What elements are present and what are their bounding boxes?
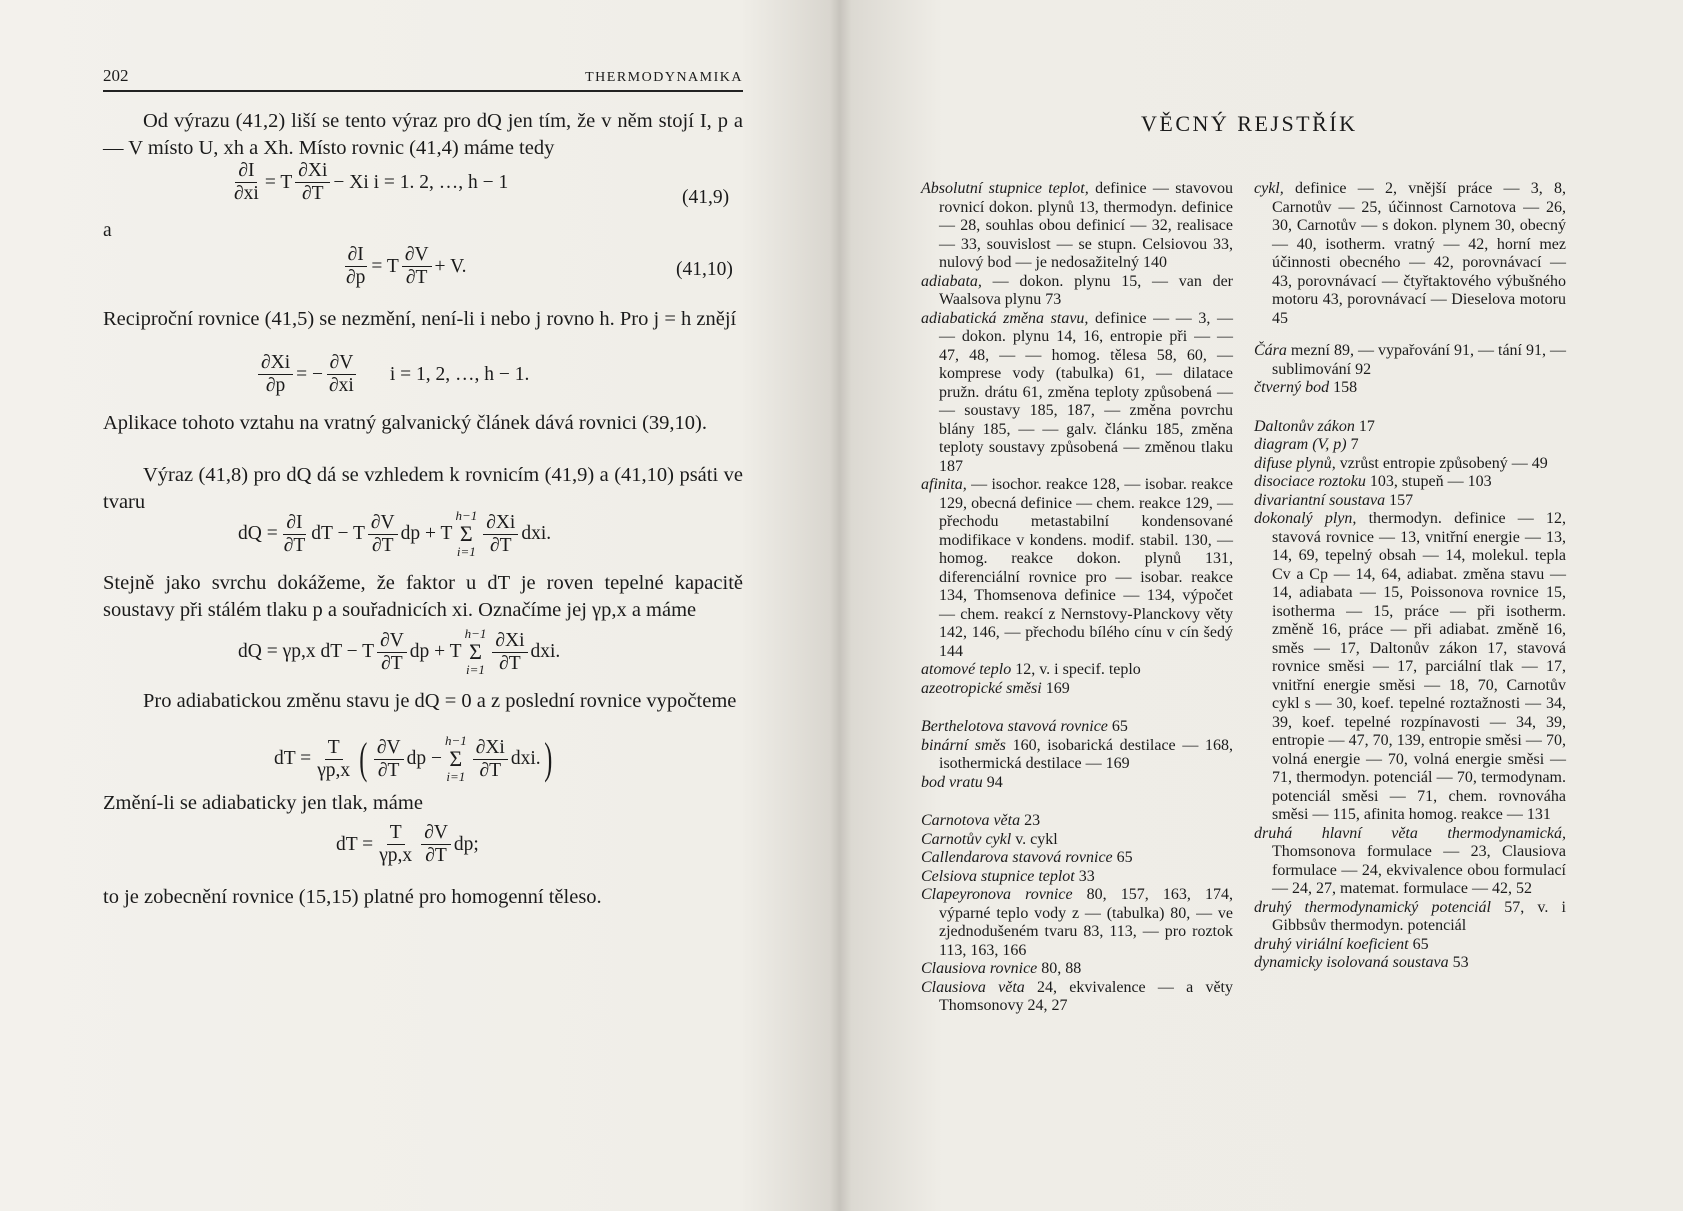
index-entry bbox=[921, 680, 1233, 699]
index-column-2 bbox=[1254, 180, 1566, 973]
index-entry-references: Thomsonova formulace — 23, Clausiova formulace — 24, ekvivalence obou formulací — 24, 27, matemat. formulace — 42, 52 bbox=[1272, 843, 1566, 897]
index-entry-term: cykl, bbox=[1254, 180, 1284, 197]
index-entry bbox=[1254, 936, 1566, 955]
index-entry bbox=[921, 960, 1233, 979]
index-entry-references: 33 bbox=[1074, 867, 1095, 885]
index-entry-references: v. cykl bbox=[1011, 830, 1058, 848]
index-entry bbox=[921, 868, 1233, 887]
left-page bbox=[0, 0, 830, 1211]
index-entry-term: dokonalý plyn, bbox=[1254, 510, 1357, 527]
index-entry bbox=[921, 310, 1233, 477]
index-entry-term: disociace roztoku bbox=[1254, 473, 1366, 490]
paragraph-5: Stejně jako svrchu dokážeme, že faktor u dT je roven tepelné kapacitě soustavy při stálém tlaku p a souřadnicích xi. Označíme jej γp,x a máme bbox=[103, 572, 743, 621]
index-entry-term: Celsiova stupnice teplot bbox=[921, 867, 1075, 885]
paragraph-8: to je zobecnění rovnice (15,15) platné pro homogenní těleso. bbox=[103, 886, 602, 908]
index-entry-term: Čára bbox=[1254, 342, 1287, 359]
index-entry bbox=[1254, 954, 1566, 973]
index-entry bbox=[1254, 510, 1566, 825]
index-entry-references: 169 bbox=[1041, 679, 1070, 697]
index-entry-term: Callendarova stavová rovnice bbox=[921, 849, 1113, 866]
running-title: THERMODYNAMIKA bbox=[585, 70, 743, 85]
index-entry bbox=[1254, 418, 1566, 437]
index-entry bbox=[921, 886, 1233, 960]
index-entry-references: 65 bbox=[1107, 718, 1128, 735]
equation-dt-1: dT = $\frac{T}{\gamma p,x}$ ( $\frac{\partial V}{\partial T}$ dp − h−1 Σ i=1 $\frac{\partial Xi}{\partial T}$ dxi. ) bbox=[274, 733, 553, 784]
index-entry-term: Clausiova rovnice bbox=[921, 960, 1038, 977]
index-entry-term: Clapeyronova rovnice bbox=[921, 886, 1073, 903]
conjunction-a: a bbox=[103, 220, 112, 241]
index-entry-term: Carnotova věta bbox=[921, 812, 1021, 829]
index-entry-term: Berthelotova stavová rovnice bbox=[921, 718, 1108, 735]
equation-dq-2: dQ = γp,x dT − T $\frac{\partial V}{\partial T}$ dp + T h−1 Σ i=1 $\frac{\partial Xi}{\partial T}$ dxi. bbox=[238, 626, 561, 677]
index-entry-references: 160, isobarická destilace — 168, isothermická destilace — 169 bbox=[939, 736, 1233, 772]
equation-reciprocal: $\frac{\partial Xi}{\partial p}$ = − $\frac{\partial V}{\partial xi}$ i = 1, 2, …, h − 1. bbox=[255, 352, 529, 397]
index-entry-references: 103, stupeň — 103 bbox=[1365, 473, 1492, 490]
index-entry-references: — dokon. plynu 15, — van der Waalsova plynu 73 bbox=[939, 272, 1233, 308]
equation-41-9: $\frac{\partial I}{\partial xi}$ = T $\frac{\partial Xi}{\partial T}$ − Xi i = 1. 2, …, h − 1 bbox=[234, 160, 509, 204]
paragraph-3: Aplikace tohoto vztahu na vratný galvanický článek dává rovnici (39,10). bbox=[103, 412, 707, 434]
index-entry bbox=[921, 737, 1233, 774]
index-entry-term: difuse plynů, bbox=[1254, 454, 1336, 472]
index-entry-term: dynamicky isolovaná soustava bbox=[1254, 954, 1449, 971]
index-entry-references: 53 bbox=[1448, 954, 1469, 971]
equation-41-10: $\frac{\partial I}{\partial p}$ = T $\frac{\partial V}{\partial T}$ + V. bbox=[346, 244, 467, 288]
index-entry bbox=[1254, 825, 1566, 899]
index-entry-references: definice — — 3, — — dokon. plynu 14, 16, entropie při — — 47, 48, — — homog. tělesa 58, 60, — komprese vody (tabulka) 61, — dilatace pružn. drátu 61, změna teploty způsobená — — soustavy 185, 187, — změna povrchu blány 185, — — galv. článku 185, změna teploty soustavy způsobená — změnou tlaku 187 bbox=[939, 309, 1233, 475]
index-entry-references: mezní 89, — vypařování 91, — tání 91, — sublimování 92 bbox=[1272, 342, 1566, 378]
index-entry bbox=[1254, 342, 1566, 379]
index-spacer bbox=[1254, 328, 1566, 342]
index-entry-term: divariantní soustava bbox=[1254, 491, 1386, 509]
index-entry bbox=[1254, 180, 1566, 328]
index-entry-references: 157 bbox=[1385, 491, 1414, 509]
index-entry-references: 65 bbox=[1408, 935, 1429, 953]
index-entry-term: afinita, bbox=[921, 476, 967, 493]
index-entry-term: azeotropické směsi bbox=[921, 679, 1042, 697]
head-rule bbox=[103, 90, 743, 92]
index-entry-term: čtverný bod bbox=[1254, 379, 1330, 396]
index-title: VĚCNÝ REJSTŘÍK bbox=[1141, 111, 1358, 136]
index-entry bbox=[921, 661, 1233, 680]
index-entry-term: druhý viriální koeficient bbox=[1254, 935, 1409, 953]
index-entry-references: 24, ekvivalence — a věty Thomsonovy 24, 27 bbox=[939, 978, 1233, 1014]
paragraph-2: Reciproční rovnice (41,5) se nezmění, není-li i nebo j rovno h. Pro j = h znějí bbox=[103, 308, 737, 330]
index-entry-references: definice — 2, vnější práce — 3, 8, Carnotův — 25, účinnost Carnotova — 26, 30, Carnotův — s dokon. plynem 30, obecný — 40, isotherm. vratný — 42, horní mez účinnosti obecného — 42, porovnávací — 43, porovnávací — čtyřtaktového výbušného motoru 43, porovnávací — Dieselova motoru 45 bbox=[1272, 180, 1566, 327]
index-entry bbox=[921, 979, 1233, 1016]
index-entry bbox=[921, 273, 1233, 310]
index-entry-references: definice — stavovou rovnicí dokon. plynů 13, thermodyn. definice — 28, souhlas obou definicí — 32, realisace — 33, souvislost — se stupn. Celsiovou 33, nulový bod — je nedosažitelný 140 bbox=[939, 180, 1234, 271]
equation-dt-2: dT = $\frac{T}{\gamma p,x}$ $\frac{\partial V}{\partial T}$ dp; bbox=[336, 822, 479, 866]
index-entry bbox=[921, 774, 1233, 793]
index-entry-references: 7 bbox=[1346, 436, 1359, 453]
index-entry bbox=[1254, 492, 1566, 511]
index-entry bbox=[1254, 473, 1566, 492]
page-number: 202 bbox=[103, 66, 129, 85]
index-entry bbox=[1254, 455, 1566, 474]
index-entry-term: Carnotův cykl bbox=[921, 830, 1012, 848]
paragraph-4: Výraz (41,8) pro dQ dá se vzhledem k rovnicím (41,9) a (41,10) psáti ve tvaru bbox=[103, 464, 743, 513]
equation-dq-1: dQ = $\frac{\partial I}{\partial T}$ dT − T $\frac{\partial V}{\partial T}$ dp + T h−1 Σ i=1 $\frac{\partial Xi}{\partial T}$ dxi. bbox=[238, 508, 552, 559]
index-entry-references: 80, 88 bbox=[1037, 960, 1082, 977]
index-entry bbox=[921, 180, 1233, 273]
index-entry bbox=[921, 849, 1233, 868]
running-head bbox=[103, 66, 743, 86]
index-spacer bbox=[921, 792, 1233, 812]
index-entry-term: Absolutní stupnice teplot, bbox=[921, 180, 1089, 197]
index-column-1 bbox=[921, 180, 1233, 1016]
index-entry-references: — isochor. reakce 128, — isobar. reakce 129, obecná definice — chem. reakce 129, — přechodu metastabilní kondensované modifikace v kondens. modif. stabil. 130, — homog. reakce dokon. plynů 131, diferenciální rovnice pro — isobar. reakce 134, Thomsenova definice — 134, výpočet — chem. reakcí z Nernstovy-Planckovy věty 142, 146, — přechodu bílého cínu v cín šedý 144 bbox=[939, 476, 1233, 660]
index-entry bbox=[1254, 899, 1566, 936]
index-entry-references: vzrůst entropie způsobený — 49 bbox=[1335, 454, 1548, 472]
index-entry-term: druhá hlavní věta thermodynamická, bbox=[1254, 824, 1566, 842]
index-entry-references: 12, v. i specif. teplo bbox=[1011, 661, 1141, 678]
index-entry-term: Clausiova věta bbox=[921, 978, 1025, 996]
paragraph-6: Pro adiabatickou změnu stavu je dQ = 0 a z poslední rovnice vypočteme bbox=[143, 690, 737, 712]
index-entry-references: 158 bbox=[1329, 379, 1358, 396]
index-entry-term: adiabata, bbox=[921, 272, 982, 290]
index-entry-references: 57, v. i Gibbsův thermodyn. potenciál bbox=[1272, 898, 1566, 934]
index-entry bbox=[921, 476, 1233, 661]
index-entry bbox=[921, 812, 1233, 831]
index-spacer bbox=[1254, 398, 1566, 418]
index-entry-references: thermodyn. definice — 12, stavová rovnice — 13, vnitřní energie — 13, 14, 69, tepelný obsah — 14, molekul. tepla Cv a Cp — 14, 64, adiabat. změna stavu — 14, adiabata — 15, Poissonova rovnice 15, isotherma — 15, práce — při isotherm. změně 16, práce — při adiabat. změně 16, směs — 17, Daltonův zákon 17, stavová rovnice směsi — 17, parciální tlak — 17, vnitřní energie směsi — 18, 70, Carnotův cykl s — 30, koef. tepelné roztažnosti — 34, 39, koef. tepelné rozpínavosti — 34, 39, entropie — 47, 70, 139, entropie směsi — 70, volná energie — 70, volná energie směsi — 71, thermodyn. potenciál — 70, termodynam. potenciál směsi — 71, chem. rovnováha směsi — 115, afinita homog. reakce — 131 bbox=[1272, 510, 1566, 823]
index-entry-references: 65 bbox=[1112, 849, 1133, 866]
index-entry bbox=[1254, 436, 1566, 455]
index-entry-term: binární směs bbox=[921, 736, 1006, 754]
paragraph-1: Od výrazu (41,2) liší se tento výraz pro dQ jen tím, že v něm stojí I, p a — V místo U, xh a Xh. Místo rovnic (41,4) máme tedy bbox=[103, 110, 743, 159]
index-entry-term: druhý thermodynamický potenciál bbox=[1254, 898, 1491, 916]
index-entry-references: 94 bbox=[982, 773, 1003, 791]
index-entry-references: 80, 157, 163, 174, výparné teplo vody z — (tabulka) 80, — ve zjednodušeném tvaru 83, 113, — pro roztok 113, 163, 166 bbox=[939, 886, 1234, 959]
index-entry-references: 17 bbox=[1354, 417, 1375, 435]
index-entry-term: diagram (V, p) bbox=[1254, 436, 1347, 453]
equation-number-41-9: (41,9) bbox=[682, 187, 730, 208]
index-entry-term: atomové teplo bbox=[921, 661, 1012, 678]
index-entry-term: adiabatická změna stavu, bbox=[921, 309, 1089, 327]
index-spacer bbox=[921, 698, 1233, 718]
index-entry-term: Daltonův zákon bbox=[1254, 417, 1355, 435]
index-entry-term: bod vratu bbox=[921, 773, 983, 791]
index-entry-references: 23 bbox=[1020, 812, 1041, 829]
index-entry bbox=[921, 831, 1233, 850]
index-entry bbox=[921, 718, 1233, 737]
equation-number-41-10: (41,10) bbox=[676, 259, 733, 280]
paragraph-7: Změní-li se adiabaticky jen tlak, máme bbox=[103, 792, 423, 814]
index-entry bbox=[1254, 379, 1566, 398]
